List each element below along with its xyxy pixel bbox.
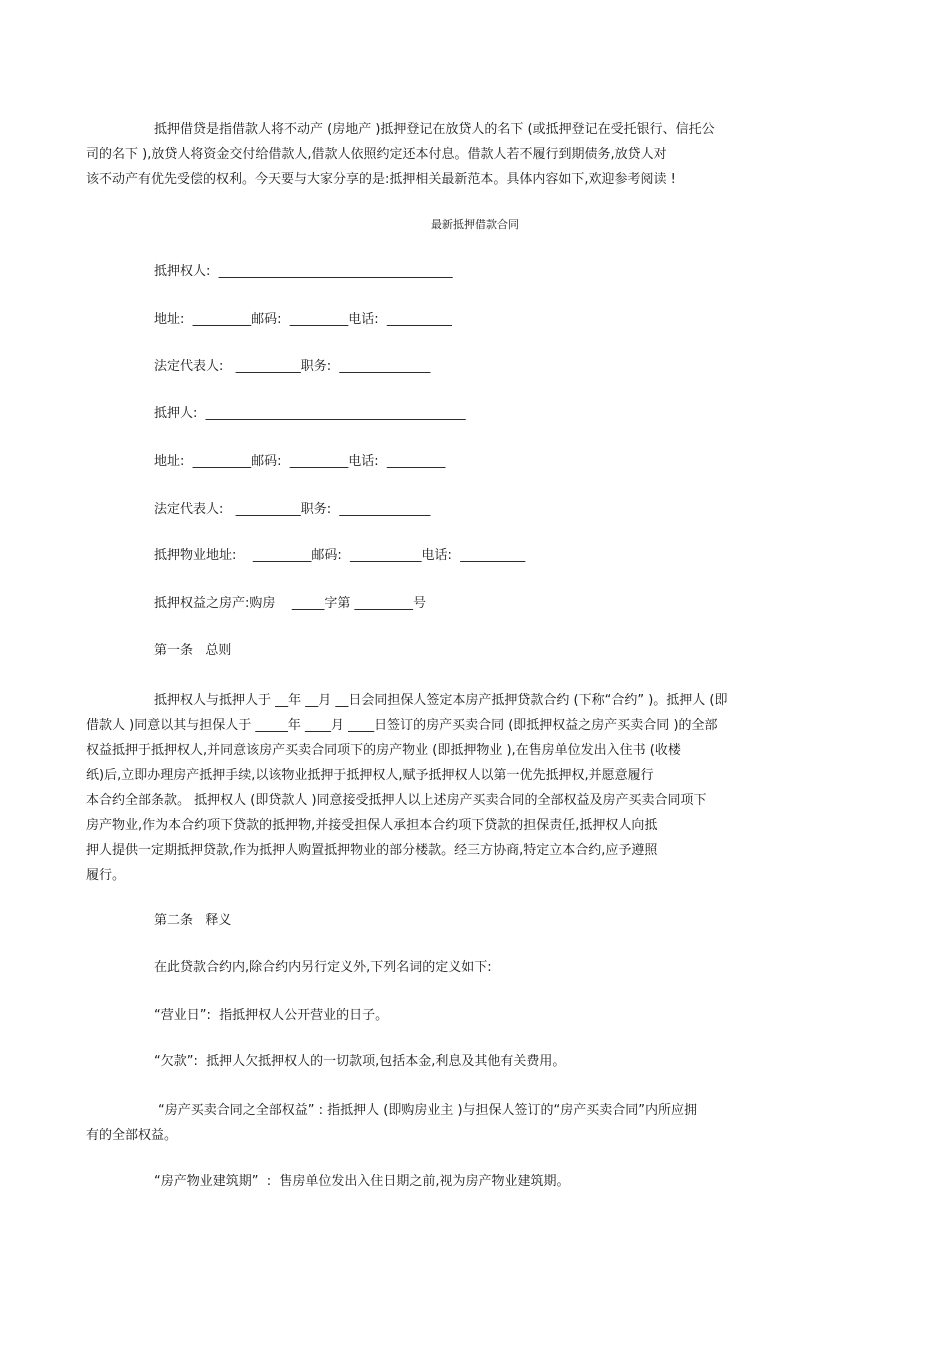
- article-1-line: 本合约全部条款。 抵押权人 (即贷款人 )同意接受抵押人以上述房产买卖合同的全部权益及房产买卖合同项下: [86, 793, 707, 808]
- mortgagor-address-field: 地址: _________邮码: _________电话: _________: [154, 454, 446, 469]
- mortgagee-representative-field: 法定代表人: __________职务: ______________: [154, 359, 431, 374]
- intro-line: 司的名下 ),放贷人将资金交付给借款人,借款人依照约定还本付息。借款人若不履行到期债务,放贷人对: [86, 147, 667, 162]
- article-1-line: 借款人 )同意以其与担保人于 _____年 ____月 ____日签订的房产买卖合同 (即抵押权益之房产买卖合同 )的全部: [86, 718, 718, 733]
- article-1-line: 房产物业,作为本合约项下贷款的抵押物,并接受担保人承担本合约项下贷款的担保责任,抵押权人向抵: [86, 818, 658, 833]
- document-title: 最新抵押借款合同: [431, 218, 519, 231]
- article-1-line: 纸)后,立即办理房产抵押手续,以该物业抵押于抵押权人,赋予抵押权人以第一优先抵押权,并愿意履行: [86, 768, 654, 783]
- mortgagor-field: 抵押人: ________________________________________: [154, 406, 466, 421]
- definition-all-rights: [86, 1098, 866, 1148]
- mortgagee-address-field: 地址: _________邮码: _________电话: __________: [154, 312, 452, 327]
- mortgagor-representative-field: 法定代表人: __________职务: ______________: [154, 502, 431, 517]
- mortgagee-field: 抵押权人: ____________________________________: [154, 264, 453, 279]
- article-1-line: 押人提供一定期抵押贷款,作为抵押人购置抵押物业的部分楼款。经三方协商,特定立本合约,应予遵照: [86, 843, 658, 858]
- property-address-field: 抵押物业地址: _________邮码: ___________电话: __________: [154, 548, 526, 563]
- definition-business-day: “营业日”: 指抵押权人公开营业的日子。: [154, 1008, 389, 1023]
- article-1-heading: 第一条 总则: [154, 643, 232, 658]
- definition-line: “房产买卖合同之全部权益” : 指抵押人 (即购房业主 )与担保人签订的“房产买卖合同”内所应拥: [158, 1103, 697, 1118]
- article-1-line: 权益抵押于抵押权人,并同意该房产买卖合同项下的房产物业 (即抵押物业 ),在售房单位发出入住书 (收楼: [86, 743, 681, 758]
- intro-paragraph: [86, 117, 866, 192]
- article-2-intro: 在此贷款合约内,除合约内另行定义外,下列名词的定义如下:: [154, 960, 492, 975]
- article-1-line: 履行。: [86, 868, 126, 883]
- definition-line: 有的全部权益。: [86, 1128, 178, 1143]
- property-rights-field: 抵押权益之房产:购房 _____字第 _________号: [154, 596, 427, 611]
- article-1-line: 抵押权人与抵押人于 __年 __月 __日会同担保人签定本房产抵押贷款合约 (下称“合约” )。抵押人 (即: [154, 693, 728, 708]
- article-1-body: [86, 688, 866, 888]
- definition-construction-period: “房产物业建筑期” : 售房单位发出入住日期之前,视为房产物业建筑期。: [154, 1174, 570, 1189]
- intro-line: 抵押借贷是指借款人将不动产 (房地产 )抵押登记在放贷人的名下 (或抵押登记在受托银行、信托公: [154, 122, 715, 137]
- article-2-heading: 第二条 释义: [154, 913, 232, 928]
- definition-debt: “欠款”: 抵押人欠抵押权人的一切款项,包括本金,利息及其他有关费用。: [154, 1054, 566, 1069]
- intro-line: 该不动产有优先受偿的权利。今天要与大家分享的是:抵押相关最新范本。具体内容如下,欢迎参考阅读 !: [86, 172, 676, 187]
